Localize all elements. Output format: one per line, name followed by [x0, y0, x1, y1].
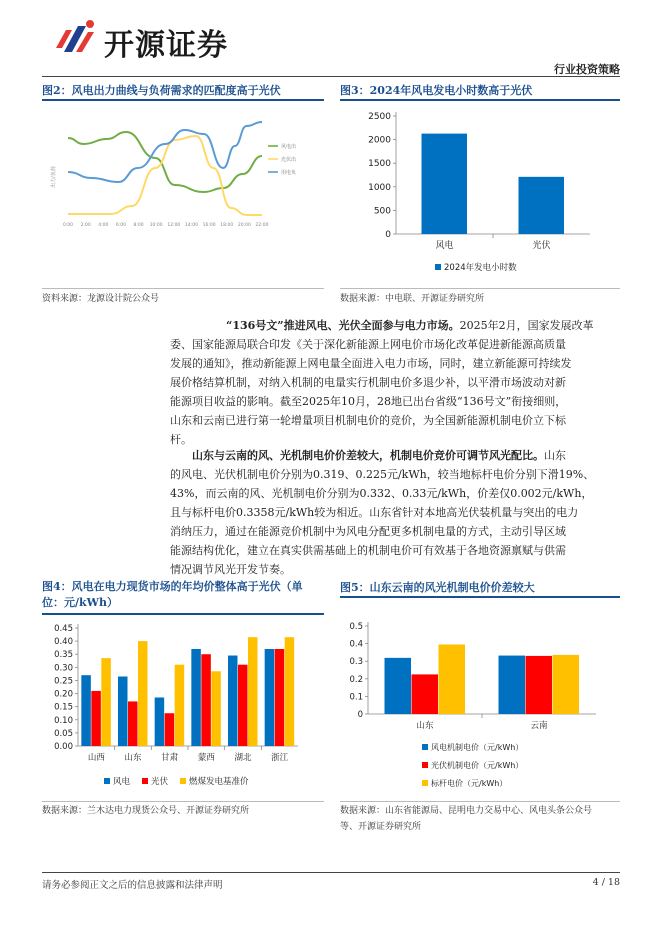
bar-风电 [118, 677, 128, 746]
x-tick-label: 光伏 [532, 241, 551, 251]
fig5-chart [340, 600, 620, 798]
fig2-x-tick: 0:00 [62, 223, 74, 228]
x-tick-label: 甘肃 [161, 753, 179, 763]
y-tick-label: 500 [373, 206, 391, 217]
legend-label: 标杆电价（元/kWh） [431, 779, 508, 788]
fig4-chart [42, 616, 324, 798]
y-tick-label: 0.1 [349, 692, 363, 703]
y-tick-label: 0.20 [54, 689, 73, 700]
bar-光伏 [128, 701, 138, 746]
y-tick-label: 1000 [368, 182, 391, 193]
bar-光伏 [91, 691, 101, 746]
fig5-chart-svg [340, 600, 620, 798]
paragraph-136 [170, 316, 620, 449]
fig3-chart-svg [340, 102, 620, 284]
bar-光伏 [275, 649, 285, 746]
fig2-source: 资料来源：龙源设计院公众号 [42, 294, 160, 304]
bar-燃煤发电基准价 [285, 637, 295, 746]
y-tick-label: 0 [385, 230, 391, 240]
fig2-title-rule [42, 99, 324, 101]
fig4-title-text: 图4：风电在电力现货市场的年均价整体高于光伏（单位：元/kWh） [42, 580, 303, 609]
legend-swatch [422, 744, 428, 750]
bar-燃煤发电基准价 [211, 671, 221, 746]
fig2-x-tick: 8:00 [133, 223, 144, 228]
section-label: 行业投资策略 [554, 63, 620, 76]
y-tick-label: 0.35 [54, 650, 73, 661]
para1-line-2: 委、国家能源局联合印发《关于深化新能源上网电价市场化改革促进新能源高质量 [170, 338, 566, 351]
para1-line-1 [170, 316, 620, 335]
page-number: 4 / 18 [592, 877, 620, 888]
fig5-bottom-rule [340, 801, 620, 802]
bar-风电 [191, 649, 201, 746]
legend-label: 风电 [113, 777, 131, 787]
fig4-chart-svg [42, 616, 324, 798]
fig4-bottom-rule [42, 801, 324, 802]
y-tick-label: 0.30 [54, 663, 73, 674]
para1-line1-text: 2025年2月，国家发展改革 [459, 319, 594, 332]
legend-label: 风电机制电价（元/kWh） [431, 743, 524, 752]
fig3-title-rule [340, 99, 620, 101]
fig2-legend-label: 用电负 [281, 170, 297, 176]
para2-line-1 [170, 446, 620, 465]
fig3-chart [340, 102, 620, 284]
legend-label: 光伏 [151, 777, 169, 787]
legend-swatch [435, 264, 441, 270]
fig2-x-tick: 22:00 [255, 223, 269, 228]
x-tick-label: 山西 [87, 753, 105, 763]
bar-燃煤发电基准价 [248, 637, 258, 746]
legend-swatch [422, 762, 428, 768]
x-tick-label: 山东 [416, 721, 434, 731]
x-tick-label: 云南 [530, 721, 548, 731]
fig2-bottom-rule [42, 288, 324, 289]
y-tick-label: 0.15 [54, 702, 73, 713]
x-tick-label: 风电 [435, 241, 454, 251]
fig2-x-tick: 16:00 [202, 223, 216, 228]
bar-燃煤发电基准价 [101, 658, 111, 746]
y-tick-label: 0.45 [54, 624, 73, 634]
fig2-chart-svg [42, 102, 324, 284]
bar-光伏机制电价（元/kWh） [526, 656, 553, 714]
logo-mark-icon [52, 18, 98, 58]
fig2-legend-label: 光伏出 [281, 157, 297, 163]
bar-风电 [228, 656, 238, 746]
x-tick-label: 蒙西 [197, 753, 215, 763]
para1-line-4: 展价格结算机制，对纳入机制的电量实行机制电价多退少补，以平滑市场波动对新 [170, 376, 566, 389]
bar-光伏 [238, 665, 248, 746]
fig2-x-tick: 12:00 [167, 223, 181, 228]
fig2-x-tick: 14:00 [184, 223, 198, 228]
para2-line-5: 消纳压力，通过在能源竞价机制中为风电分配更多机制电量的方式，主动引导区域 [170, 525, 566, 538]
bar-2024年发电小时数 [519, 177, 565, 234]
y-tick-label: 0.25 [54, 676, 73, 687]
fig2-y-label: 出力/负荷 [51, 166, 57, 188]
fig5-source-line-1: 数据来源：山东省能源局、昆明电力交易中心、风电头条公众号 [340, 806, 593, 816]
para2-line-2: 的风电、光伏机制电价分别为0.319、0.225元/kWh，较当地标杆电价分别下滑19%、 [170, 468, 595, 481]
fig5-title-rule [340, 596, 620, 598]
para1-lead: “136号文”推进风电、光伏全面参与电力市场。 [226, 319, 460, 332]
legend-label: 燃煤发电基准价 [189, 777, 249, 787]
bar-标杆电价（元/kWh） [553, 655, 580, 714]
bar-光伏 [201, 654, 211, 746]
y-tick-label: 0.3 [349, 657, 363, 668]
para1-line-5: 能源项目收益的影响。截至2025年10月，28地已出台省级“136号文”衔接细则， [170, 395, 567, 408]
y-tick-label: 0 [357, 710, 363, 720]
y-tick-label: 0.5 [349, 622, 363, 632]
fig2-x-tick: 2:00 [80, 223, 91, 228]
y-tick-label: 0.10 [54, 715, 73, 726]
bar-标杆电价（元/kWh） [439, 644, 466, 714]
fig3-source: 数据来源：中电联、开源证券研究所 [340, 294, 485, 304]
y-tick-label: 0.00 [54, 742, 73, 752]
para2-line-4: 且与标杆电价0.3358元/kWh较为相近。山东省针对本地高光伏装机量与突出的电力 [170, 506, 579, 519]
brand-logo [52, 18, 98, 58]
header-rule [42, 76, 620, 77]
para2-line-7: 情况调节风光开发节奏。 [170, 563, 291, 576]
bar-2024年发电小时数 [422, 134, 468, 234]
fig2-x-tick: 18:00 [220, 223, 234, 228]
bar-风电机制电价（元/kWh） [499, 656, 526, 714]
para2-line1-text: 山东 [544, 449, 566, 462]
fig2-x-tick: 4:00 [98, 223, 109, 228]
bar-风电 [155, 697, 165, 746]
fig2-x-tick: 20:00 [237, 223, 251, 228]
legend-label: 光伏机制电价（元/kWh） [431, 761, 524, 770]
y-tick-label: 1500 [368, 159, 391, 170]
fig2-x-tick: 6:00 [115, 223, 126, 228]
fig4-title [42, 579, 324, 611]
fig2-x-tick: 10:00 [149, 223, 163, 228]
y-tick-label: 0.2 [349, 674, 363, 685]
legend-swatch [422, 780, 428, 786]
fig4-title-rule [42, 613, 324, 615]
bar-光伏机制电价（元/kWh） [412, 674, 439, 714]
fig2-title: 图2：风电出力曲线与负荷需求的匹配度高于光伏 [42, 84, 281, 97]
footer-disclaimer: 请务必参阅正文之后的信息披露和法律声明 [42, 880, 223, 891]
bar-风电 [81, 675, 91, 746]
bar-光伏 [165, 713, 175, 746]
bar-风电机制电价（元/kWh） [385, 658, 412, 714]
y-tick-label: 0.4 [349, 639, 363, 650]
legend-swatch [104, 778, 110, 784]
para1-line-7: 杆。 [170, 433, 192, 446]
fig5-source-line-2: 等、开源证券研究所 [340, 822, 422, 832]
paragraph-mechanism-price [170, 446, 620, 579]
bar-燃煤发电基准价 [175, 665, 185, 746]
fig2-wind-line [68, 132, 262, 192]
fig2-chart [42, 102, 324, 284]
y-tick-label: 2000 [368, 135, 391, 146]
fig5-source [340, 803, 592, 835]
legend-swatch [142, 778, 148, 784]
para1-line-6: 山东和云南已进行第一轮增量项目机制电价的竞价，为全国新能源机制电价立下标 [170, 414, 566, 427]
bar-燃煤发电基准价 [138, 641, 148, 746]
legend-swatch [180, 778, 186, 784]
brand-name: 开源证券 [104, 28, 228, 63]
y-tick-label: 0.05 [54, 728, 73, 739]
para2-line-3: 43%，而云南的风、光机制电价分别为0.332、0.33元/kWh，价差仅0.002元/kWh， [170, 487, 593, 500]
para2-line-6: 能源结构优化，建立在真实供需基础上的机制电价可有效基于各地资源禀赋与供需 [170, 544, 566, 557]
fig4-source: 数据来源：兰木达电力现货公众号、开源证券研究所 [42, 806, 250, 816]
para1-line-3: 发展的通知》，推动新能源上网电量全面进入电力市场，同时，建立新能源可持续发 [170, 357, 572, 370]
y-tick-label: 0.40 [54, 637, 73, 648]
x-tick-label: 浙江 [271, 753, 289, 763]
x-tick-label: 山东 [124, 753, 142, 763]
fig3-title: 图3：2024年风电发电小时数高于光伏 [340, 84, 533, 97]
bar-风电 [265, 649, 275, 746]
fig2-legend-label: 风电出 [281, 144, 297, 150]
fig3-bottom-rule [340, 288, 620, 289]
x-tick-label: 湖北 [234, 753, 252, 763]
legend-label: 2024年发电小时数 [444, 263, 517, 273]
para2-lead: 山东与云南的风、光机制电价价差较大，机制电价竞价可调节风光配比。 [192, 449, 544, 462]
fig5-title: 图5：山东云南的风光机制电价价差较大 [340, 581, 535, 594]
y-tick-label: 2500 [368, 112, 391, 122]
footer-rule [42, 872, 620, 873]
